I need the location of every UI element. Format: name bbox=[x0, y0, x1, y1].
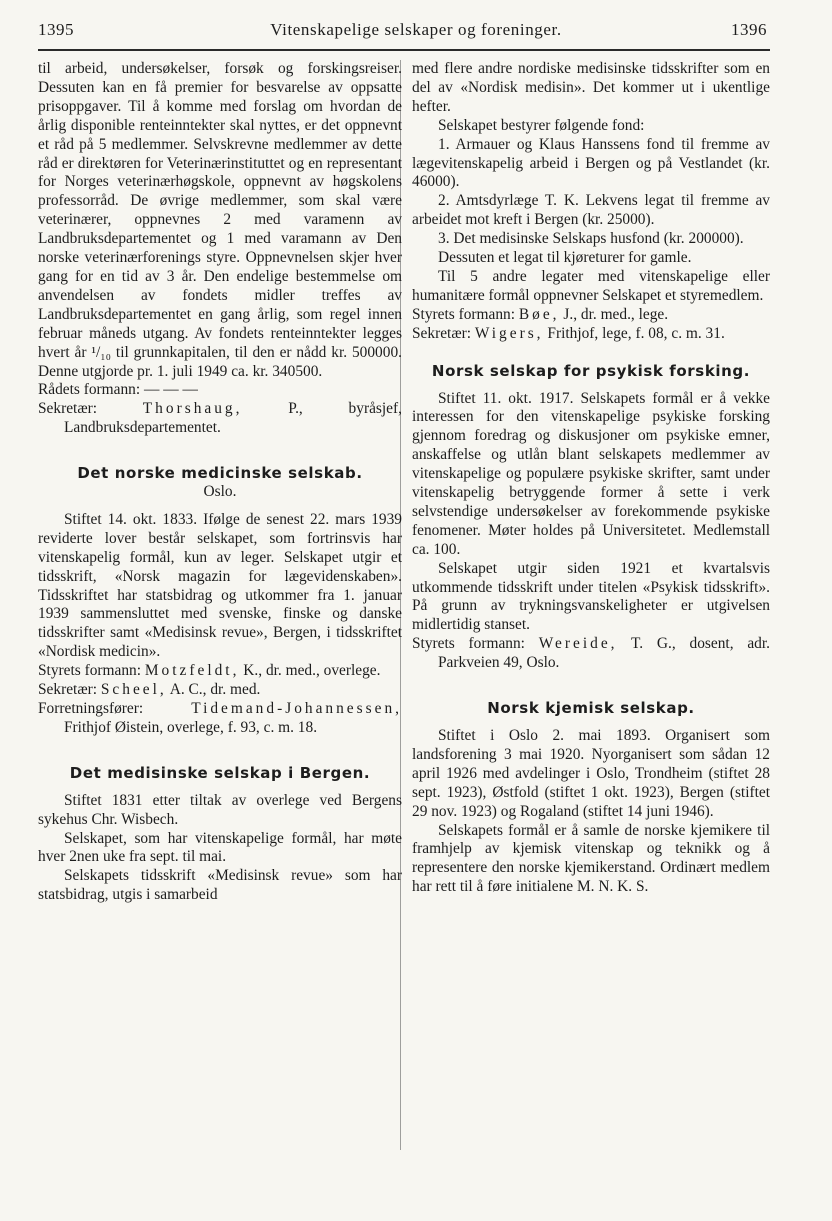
header-rule bbox=[38, 49, 770, 51]
paragraph: Selskapet utgir siden 1921 et kvartalsvis utkommende tidsskrift under titelen «Psykisk tidsskrift». På grunn av trykningsvanskeligheter er utgivelsen midlertidig stanset. bbox=[412, 559, 770, 634]
entry-detail: T. G., dosent, adr. Parkveien 49, Oslo. bbox=[438, 635, 770, 672]
entry-name: Wereide, bbox=[538, 635, 618, 653]
chair-entry bbox=[412, 635, 770, 673]
paragraph: Dessuten et legat til kjøreturer for gamle. bbox=[438, 249, 692, 267]
entry-detail: A. C., dr. med. bbox=[169, 681, 261, 699]
entry-detail: P., byråsjef, Landbruksdepartementet. bbox=[64, 400, 402, 437]
page-header bbox=[0, 0, 832, 52]
paragraph: Stiftet 1831 etter tiltak av overlege ved Bergens sykehus Chr. Wisbech. bbox=[38, 791, 402, 828]
entry-label: Styrets formann: bbox=[38, 662, 142, 680]
fund-item: 3. Det medisinske Selskaps husfond (kr. 200000). bbox=[438, 230, 744, 248]
page-number-left: 1395 bbox=[38, 20, 74, 39]
entry-name: Wigers, bbox=[474, 324, 544, 342]
entry-detail: Frithjof, lege, f. 08, c. m. 31. bbox=[547, 324, 725, 342]
business-manager-entry bbox=[38, 700, 402, 738]
entry-name: Motzfeldt, bbox=[144, 662, 240, 680]
fund-item: 1. Armauer og Klaus Hanssens fond til fremme av lægevitenskapelig arbeid i Bergen og på Vestlandet (kr. 46000). bbox=[412, 135, 770, 191]
chair-entry bbox=[412, 306, 770, 325]
entry-name: Bøe, bbox=[518, 305, 560, 323]
section-heading: Det medisinske selskap i Bergen. bbox=[69, 763, 371, 782]
entry-label: Rådets formann: bbox=[38, 381, 141, 399]
entry-name: Scheel, bbox=[100, 681, 167, 699]
secretary-entry bbox=[38, 400, 402, 438]
council-chair-entry bbox=[38, 381, 402, 400]
secretary-entry bbox=[38, 681, 402, 700]
paragraph: Stiftet 11. okt. 1917. Selskapets formål er å vekke interessen for den vitenskapelige psykiske forsking gjennom foredrag og diskusjoner om psykiske emner, anskaffelse og utlån blant selskapets medlemmer av vitenskapelige og populære psykiske skrifter, samt under vitenskapelig betryggende former å sette i verk selvstendige undersøkelser av forekommende psykiske fenomener. Møter holdes på Universitetet. Medlemstall ca. 100. bbox=[412, 389, 770, 558]
fund-item: 2. Amtsdyrlæge T. K. Lekvens legat til fremme av arbeidet mot kreft i Bergen (kr. 25000). bbox=[412, 192, 770, 229]
entry-label: Styrets formann: bbox=[412, 305, 516, 323]
entry-label: Sekretær: bbox=[412, 324, 471, 342]
paragraph: Selskapets formål er å samle de norske kjemikere til framhjelp av kjemisk vitenskap og teknikk og å representere den norske kjemikerstand. Ordinært medlem har rett til å føre initialene M. N. K. S. bbox=[412, 821, 770, 896]
left-column bbox=[38, 60, 402, 905]
entry-label: Sekretær: bbox=[38, 400, 97, 418]
paragraph: Selskapet bestyrer følgende fond: bbox=[438, 116, 645, 134]
right-column bbox=[412, 60, 770, 897]
entry-label: Sekretær: bbox=[38, 681, 97, 699]
entry-name: Tidemand-Johannessen, bbox=[191, 700, 402, 717]
paragraph: Selskapets tidsskrift «Medisinsk revue» som har statsbidrag, utgis i samarbeid bbox=[38, 867, 402, 904]
paragraph: Selskapet, som har vitenskapelige formål, har møte hver 2nen uke fra sept. til mai. bbox=[38, 829, 402, 866]
secretary-entry bbox=[412, 325, 770, 344]
section-heading: Det norske medicinske selskab. bbox=[77, 464, 363, 483]
section-heading: Norsk kjemisk selskap. bbox=[487, 699, 695, 718]
section-heading: Norsk selskap for psykisk forsking. bbox=[431, 361, 751, 380]
entry-value: — — — bbox=[144, 381, 198, 399]
entry-label: Forretningsfører: bbox=[38, 700, 144, 717]
paragraph: til arbeid, undersøkelser, forsøk og forskingsreiser. Dessuten kan en få premier for besvarelse av oppsatte prisoppgaver. Til å komme med forslag om hvordan de årlig disponible renteinntekter skal nyttes, er det oppnevnt et råd på 5 medlemmer. Selvskrevne medlemmer av dette råd er direktøren for Veterinærinstituttet og en representant for Norges veterinærhøgskole, oppnevnt av høgskolens professorråd. De øvrige medlemmer, som skal være veterinærer, oppnevnes 2 med varamenn av Landbruksdepartementet og 1 med varamann av Den norske veterinærforenings styre. Oppnevnelsen skjer hver gang for en tid av 3 år. Den endelige bestemmelse om anvendelsen av fondets midler treffes av Landbruksdepartementet en gang årlig, som regel innen februar måneds utgang. Av fondets renteinntekter legges hvert år ¹/₁₀ til grunnkapitalen, til den er nådd kr. 500000. Denne utgjorde pr. 1. juli 1949 ca. kr. 340500. bbox=[38, 60, 402, 380]
chair-entry bbox=[38, 662, 402, 681]
entry-label: Styrets formann: bbox=[412, 635, 525, 653]
entry-detail: K., dr. med., overlege. bbox=[243, 662, 381, 680]
page-number-right: 1396 bbox=[731, 20, 767, 39]
entry-detail: Frithjof Øistein, overlege, f. 93, c. m. 18. bbox=[64, 718, 318, 736]
entry-detail: J., dr. med., lege. bbox=[563, 305, 669, 323]
running-title: Vitenskapelige selskaper og foreninger. bbox=[270, 20, 562, 39]
paragraph: Til 5 andre legater med vitenskapelige eller humanitære formål oppnevner Selskapet et styremedlem. bbox=[412, 267, 770, 304]
paragraph: Stiftet i Oslo 2. mai 1893. Organisert som landsforening 3 mai 1920. Nyorganisert som sådan 12 april 1926 med avdelinger i Oslo, Trondheim (stiftet 28 sept. 1923), Østfold (stiftet 1 okt. 1923), Bergen (stiftet 29 nov. 1923) og Rogaland (stiftet 14 juni 1946). bbox=[412, 727, 770, 820]
paragraph: Stiftet 14. okt. 1833. Ifølge de senest 22. mars 1939 reviderte lover består selskapet, som fortrinsvis har vitenskapelig formål, kun av leger. Selskapet utgir et tidsskrift, «Norsk magazin for lægevidenskaben». Tidsskriftet har statsbidrag og utkommer fra 1. januar 1939 sammensluttet med svenske, finske og danske tidsskrifter samt «Medisinsk revue», Bergen, i tidsskriftet «Nordisk medicin». bbox=[38, 510, 402, 661]
section-subheading: Oslo. bbox=[203, 483, 237, 501]
entry-name: Thorshaug, bbox=[142, 400, 243, 418]
paragraph: med flere andre nordiske medisinske tidsskrifter som en del av «Nordisk medisin». Det kommer ut i ukentlige hefter. bbox=[412, 60, 770, 115]
